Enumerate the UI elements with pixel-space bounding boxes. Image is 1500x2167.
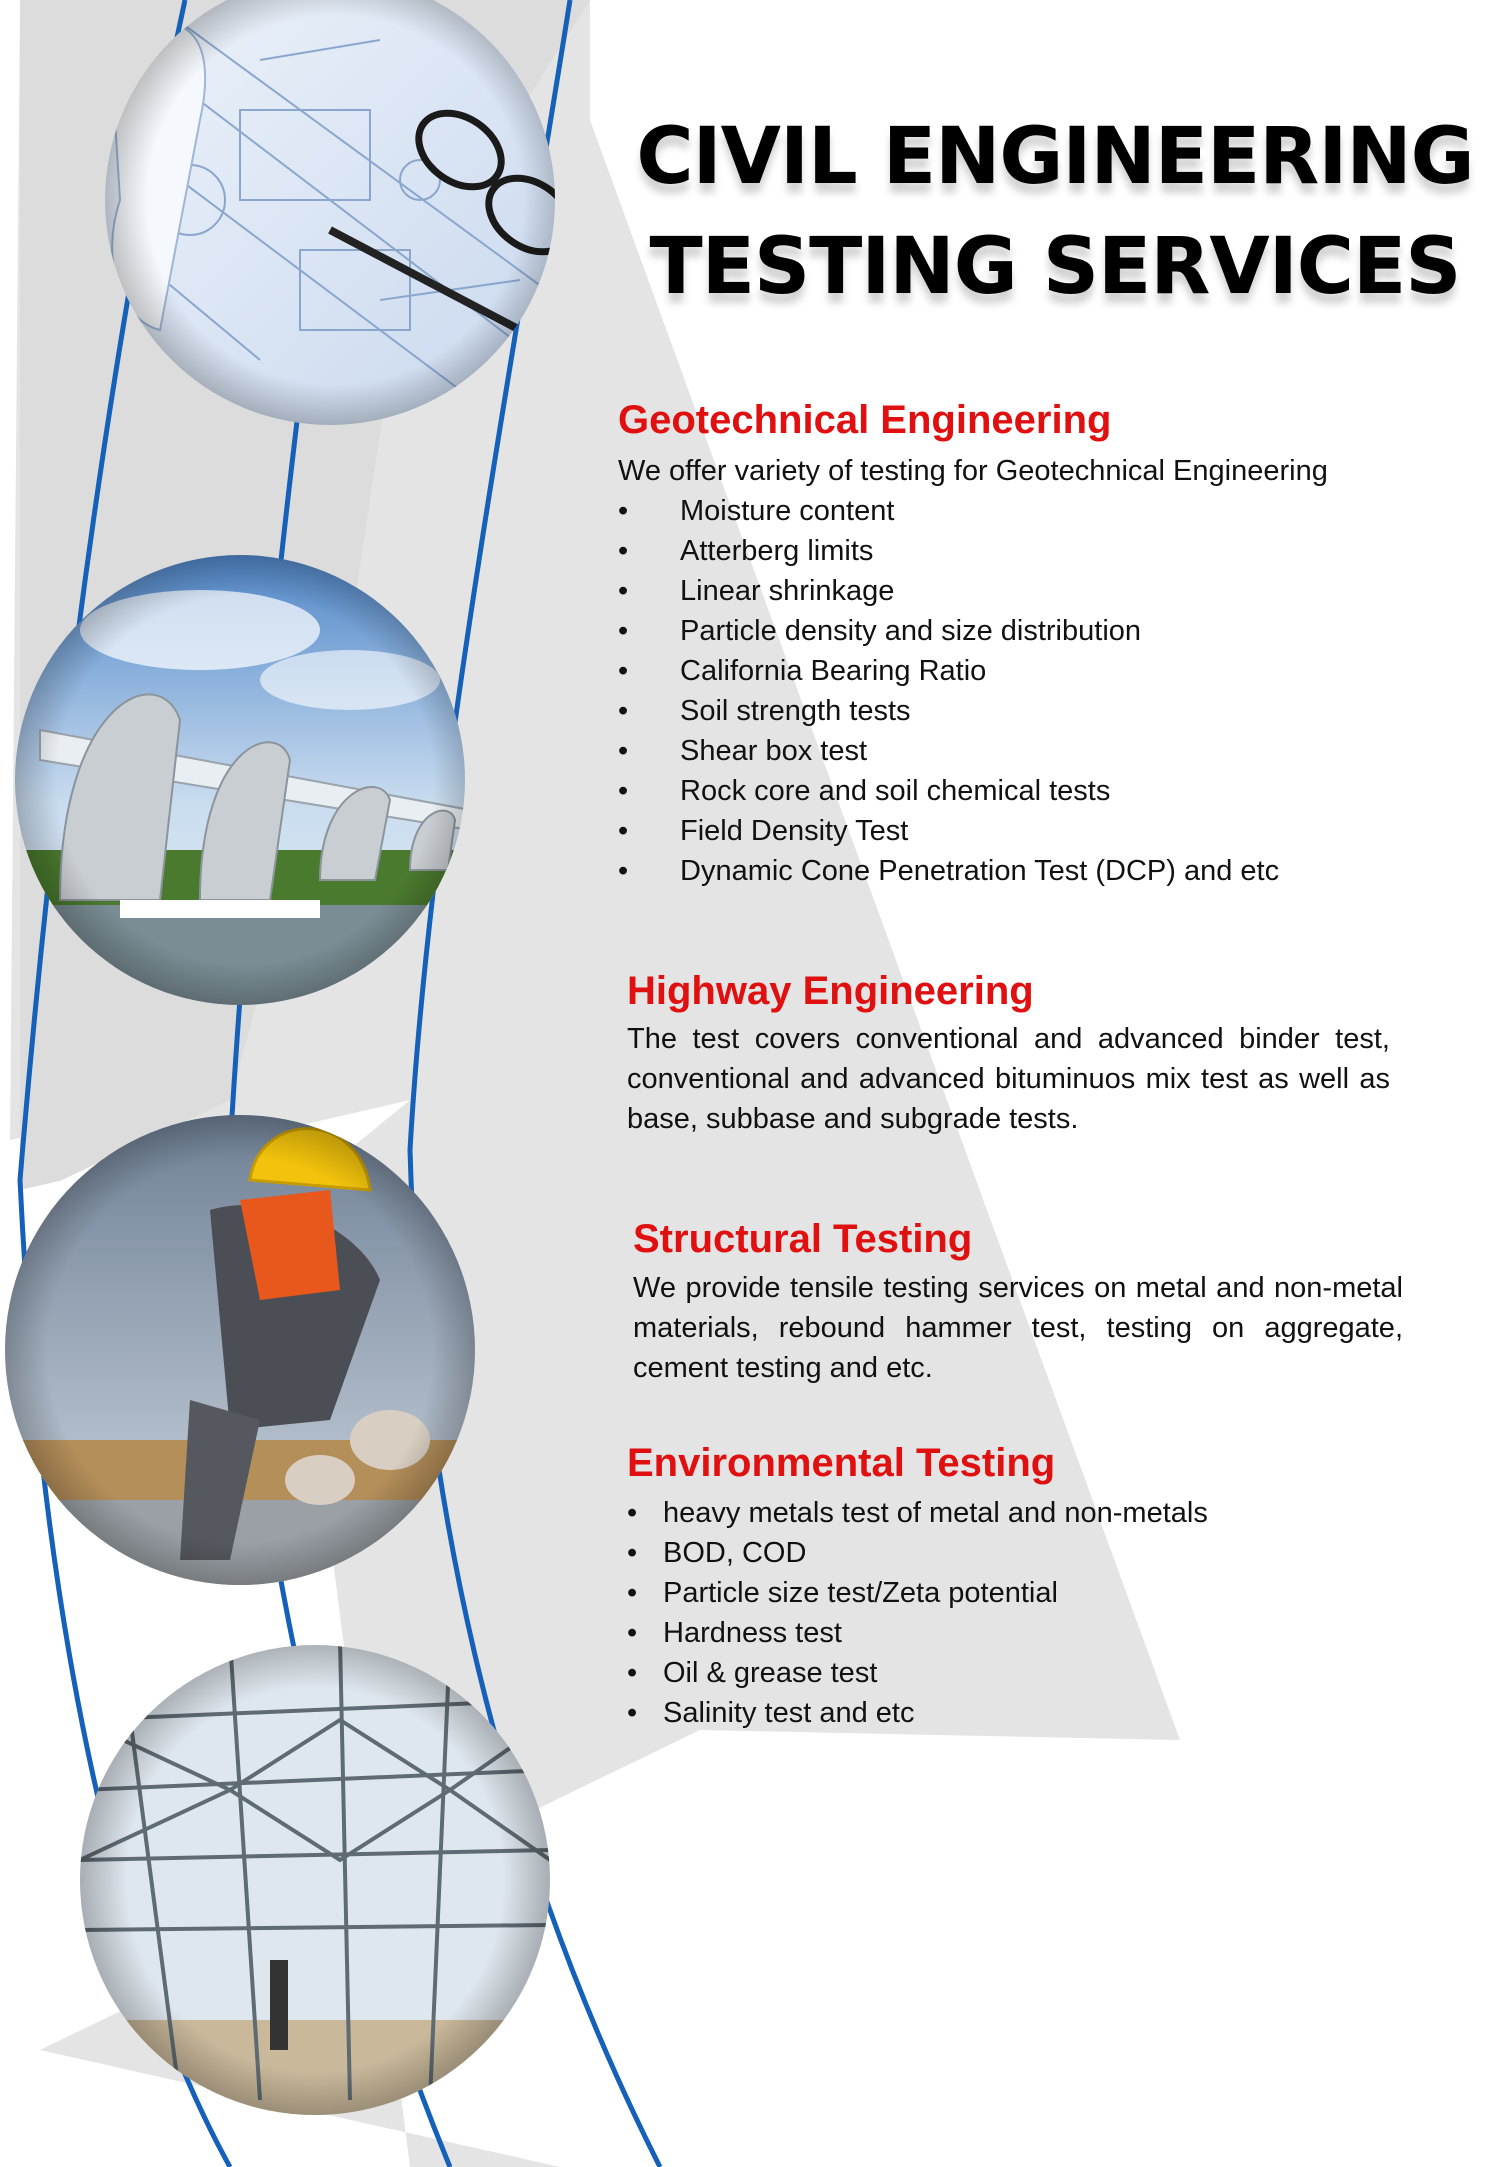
list-item: • California Bearing Ratio bbox=[618, 651, 1448, 691]
bullet-icon: • bbox=[627, 1497, 638, 1529]
bullet-icon: • bbox=[627, 1657, 638, 1689]
title-line-1: CIVIL ENGINEERING bbox=[636, 112, 1474, 202]
structural-heading: Structural Testing bbox=[633, 1217, 973, 1261]
bullet-icon: • bbox=[618, 495, 629, 527]
list-item: • Linear shrinkage bbox=[618, 571, 1448, 611]
geotechnical-test-list bbox=[618, 491, 1448, 891]
bullet-icon: • bbox=[627, 1617, 638, 1649]
highway-heading: Highway Engineering bbox=[627, 969, 1034, 1013]
structural-body: We provide tensile testing services on metal and non-metal materials, rebound hammer test, testing on aggregate, cement testing and etc. bbox=[633, 1272, 1403, 1384]
list-item: • Shear box test bbox=[618, 731, 1448, 771]
bullet-icon: • bbox=[618, 855, 629, 887]
list-item: • Hardness test bbox=[627, 1613, 1427, 1653]
list-item: • BOD, COD bbox=[627, 1533, 1427, 1573]
bullet-icon: • bbox=[618, 535, 629, 567]
bullet-icon: • bbox=[618, 655, 629, 687]
list-item: • Field Density Test bbox=[618, 811, 1448, 851]
list-item: • heavy metals test of metal and non-metals bbox=[627, 1493, 1427, 1533]
environmental-test-list bbox=[627, 1493, 1427, 1733]
list-item: • Particle density and size distribution bbox=[618, 611, 1448, 651]
environmental-heading: Environmental Testing bbox=[627, 1441, 1056, 1485]
list-item: • Dynamic Cone Penetration Test (DCP) and etc bbox=[618, 851, 1448, 891]
bullet-icon: • bbox=[618, 615, 629, 647]
title-line-2: TESTING SERVICES bbox=[649, 222, 1461, 312]
highway-body: The test covers conventional and advanced binder test, conventional and advanced bituminuos mix test as well as base, subbase and subgrade tests. bbox=[627, 1023, 1390, 1135]
bullet-icon: • bbox=[627, 1697, 638, 1729]
list-item: • Particle size test/Zeta potential bbox=[627, 1573, 1427, 1613]
list-item: • Moisture content bbox=[618, 491, 1448, 531]
bullet-icon: • bbox=[618, 695, 629, 727]
bullet-icon: • bbox=[618, 815, 629, 847]
geotechnical-intro: We offer variety of testing for Geotechnical Engineering bbox=[618, 455, 1328, 487]
list-item: • Oil & grease test bbox=[627, 1653, 1427, 1693]
bullet-icon: • bbox=[618, 775, 629, 807]
bullet-icon: • bbox=[627, 1537, 638, 1569]
list-item: • Rock core and soil chemical tests bbox=[618, 771, 1448, 811]
list-item: • Soil strength tests bbox=[618, 691, 1448, 731]
geotechnical-heading: Geotechnical Engineering bbox=[618, 398, 1112, 442]
bullet-icon: • bbox=[618, 735, 629, 767]
bullet-icon: • bbox=[627, 1577, 638, 1609]
bullet-icon: • bbox=[618, 575, 629, 607]
list-item: • Atterberg limits bbox=[618, 531, 1448, 571]
list-item: • Salinity test and etc bbox=[627, 1693, 1427, 1733]
